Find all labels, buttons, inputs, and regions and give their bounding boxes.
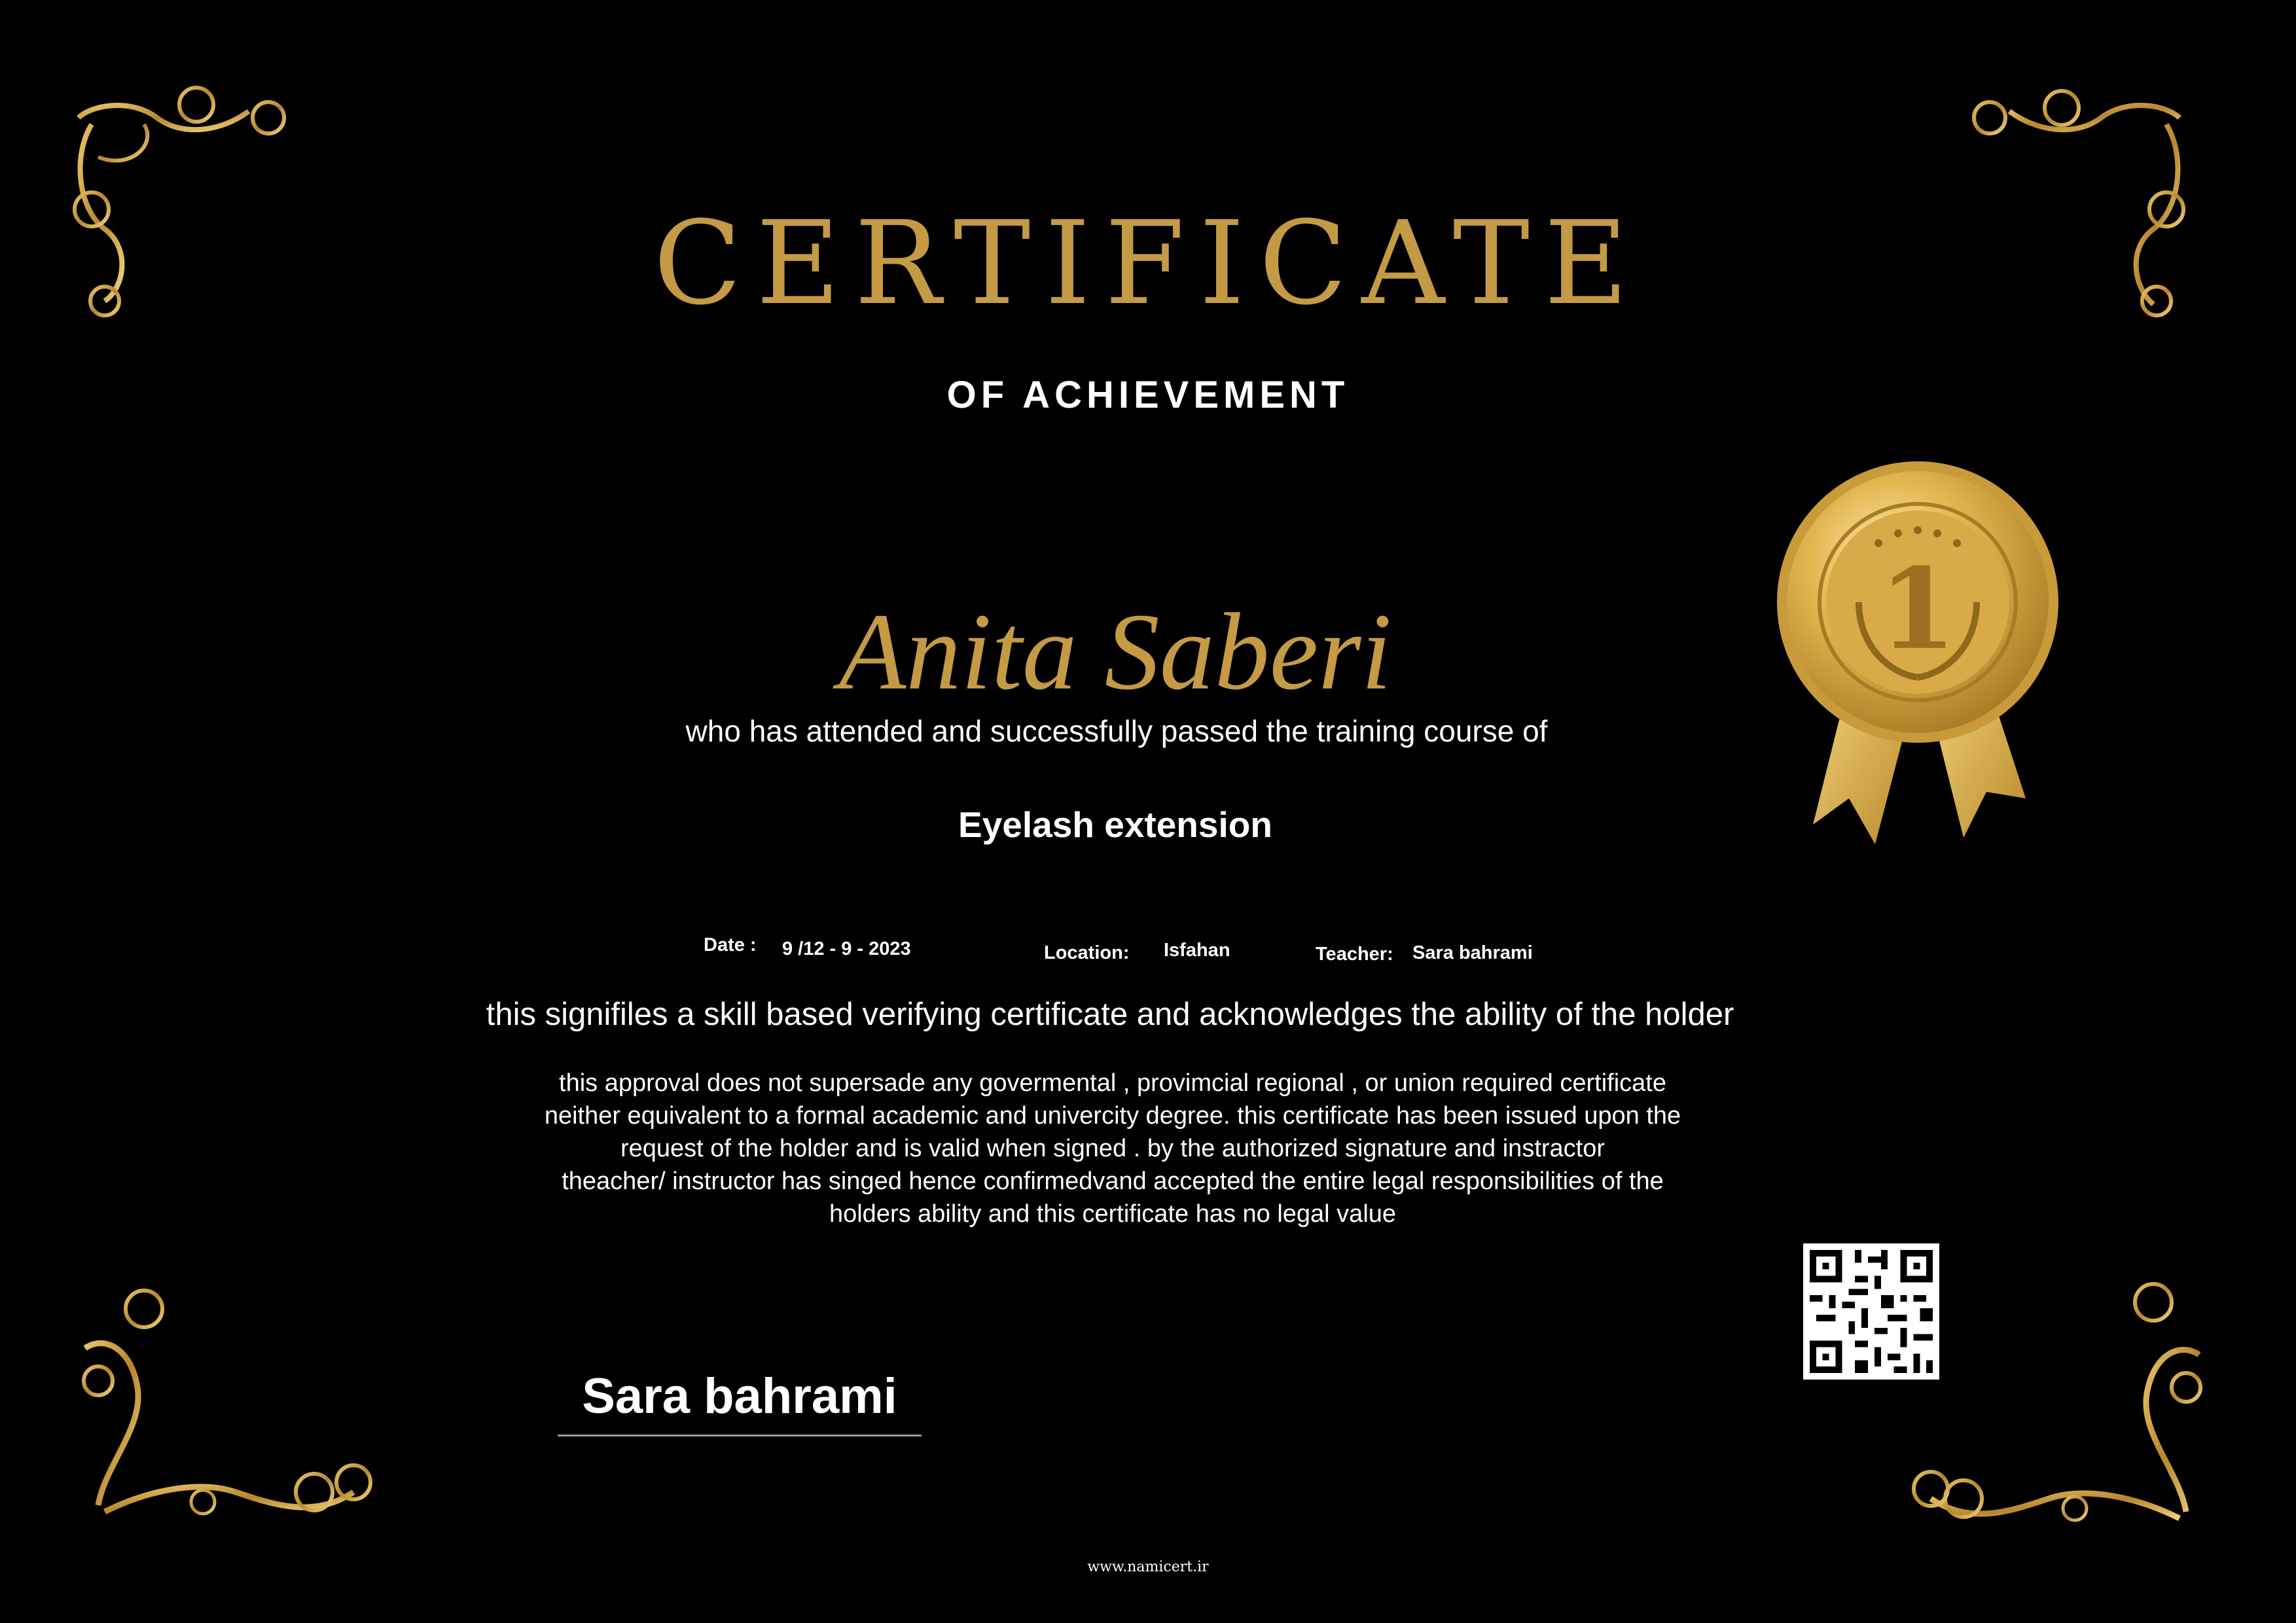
ornament-bottom-left bbox=[65, 1099, 524, 1544]
course-name: Eyelash extension bbox=[958, 804, 1272, 845]
qr-code-icon bbox=[1802, 1243, 1941, 1380]
footer-url[interactable]: www.namicert.ir bbox=[1087, 1559, 1209, 1575]
disclaimer-line: this approval does not supersade any govermental , provimcial regional , or union required certificate bbox=[559, 1069, 1666, 1097]
signature-line bbox=[558, 1435, 922, 1436]
certificate-subtitle: OF ACHIEVEMENT bbox=[946, 374, 1350, 416]
location-label: Location: bbox=[1044, 942, 1130, 963]
attended-line: who has attended and successfully passed the training course of bbox=[685, 714, 1548, 748]
teacher-label: Teacher: bbox=[1316, 944, 1393, 965]
certificate-title: CERTIFICATE bbox=[653, 196, 1643, 330]
location-value: Isfahan bbox=[1164, 940, 1230, 961]
signifies-line: this signifiles a skill based verifying certificate and acknowledges the ability of the holder bbox=[486, 997, 1734, 1032]
date-value: 9 /12 - 9 - 2023 bbox=[782, 938, 911, 959]
medal-number: 1 bbox=[1878, 544, 1957, 675]
disclaimer-line: theacher/ instructor has singed hence confirmedvand accepted the entire legal responsibilities of the bbox=[562, 1168, 1664, 1195]
disclaimer-line: request of the holder and is valid when signed . by the authorized signature and instractor bbox=[620, 1135, 1605, 1162]
disclaimer-line: neither equivalent to a formal academic and univercity degree. this certificate has been issued upon the bbox=[544, 1102, 1681, 1130]
teacher-value: Sara bahrami bbox=[1412, 942, 1533, 963]
signature-name: Sara bahrami bbox=[582, 1368, 897, 1424]
disclaimer-line: holders ability and this certificate has no legal value bbox=[829, 1200, 1397, 1228]
date-label: Date : bbox=[704, 935, 757, 955]
recipient-name: Anita Saberi bbox=[838, 591, 1392, 713]
disclaimer-paragraph bbox=[511, 1067, 1715, 1230]
